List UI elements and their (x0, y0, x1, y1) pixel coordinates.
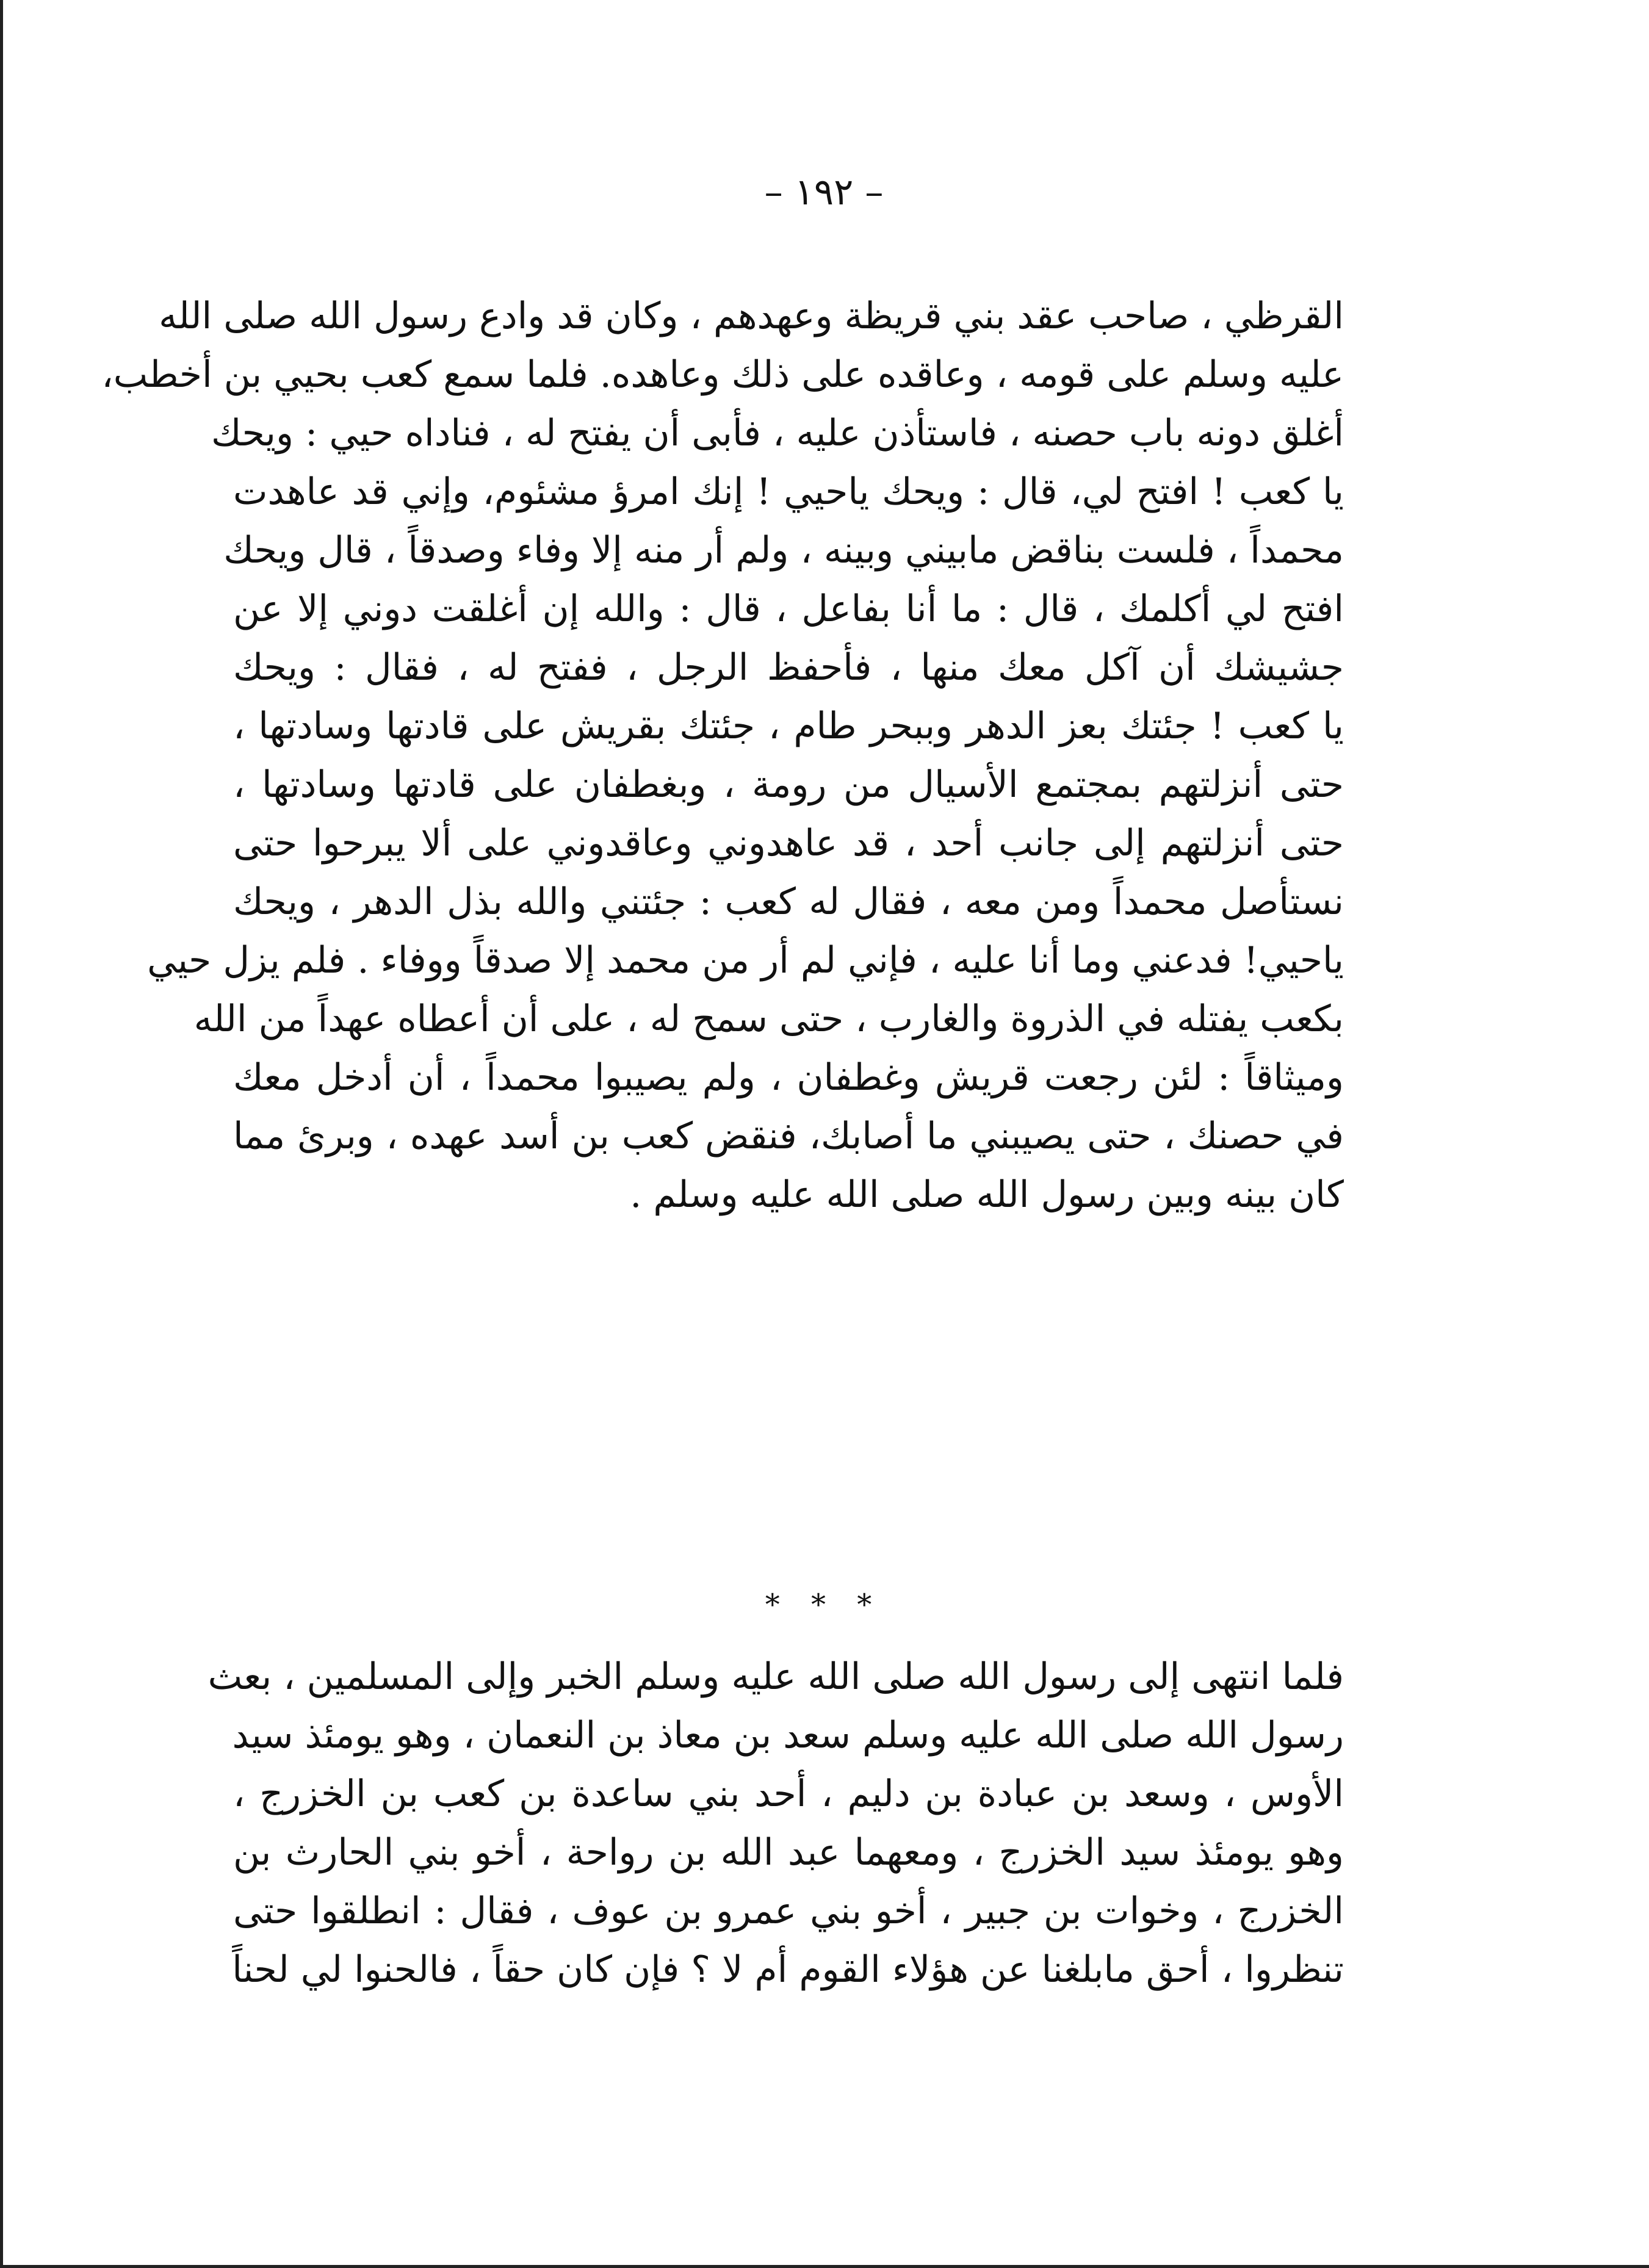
text-line: يا كعب ! افتح لي، قال : ويحك ياحيي ! إنك امرؤ مشئوم، وإني قد عاهدت (233, 470, 1344, 513)
text-line: الأوس ، وسعد بن عبادة بن دليم ، أحد بني ساعدة بن كعب بن الخزرج ، (233, 1773, 1344, 1815)
text-line: الخزرج ، وخوات بن جبير ، أخو بني عمرو بن عوف ، فقال : انطلقوا حتى (233, 1890, 1344, 1932)
text-line: أغلق دونه باب حصنه ، فاستأذن عليه ، فأبى أن يفتح له ، فناداه حيي : ويحك (211, 412, 1344, 455)
text-line: القرظي ، صاحب عقد بني قريظة وعهدهم ، وكان قد وادع رسول الله صلى الله (159, 295, 1344, 337)
text-line: يا كعب ! جئتك بعز الدهر وببحر طام ، جئتك بقريش على قادتها وسادتها ، (233, 705, 1344, 747)
text-line: جشيشك أن آكل معك منها ، فأحفظ الرجل ، ففتح له ، فقال : ويحك (233, 646, 1344, 689)
text-line: افتح لي أكلمك ، قال : ما أنا بفاعل ، قال : والله إن أغلقت دوني إلا عن (233, 588, 1344, 630)
scan-border-bottom (0, 2265, 1649, 2268)
text-line: محمداً ، فلست بناقض مابيني وبينه ، ولم أر منه إلا وفاء وصدقاً ، قال ويحك (223, 529, 1344, 572)
text-line: تنظروا ، أحق مابلغنا عن هؤلاء القوم أم لا ؟ فإن كان حقاً ، فالحنوا لي لحناً (232, 1948, 1344, 1991)
text-line: فلما انتهى إلى رسول الله صلى الله عليه وسلم الخبر وإلى المسلمين ، بعث (207, 1655, 1344, 1698)
section-separator: * * * (765, 1588, 883, 1622)
text-line: عليه وسلم على قومه ، وعاقده على ذلك وعاهده. فلما سمع كعب بحيي بن أخطب، (101, 353, 1344, 396)
text-line: رسول الله صلى الله عليه وسلم سعد بن معاذ بن النعمان ، وهو يومئذ سيد (232, 1714, 1344, 1757)
text-line: حتى أنزلتهم بمجتمع الأسيال من رومة ، وبغطفان على قادتها وسادتها ، (233, 763, 1344, 806)
page-number: – ١٩٢ – (764, 171, 884, 214)
paragraph-2 (207, 1647, 1344, 1999)
text-line: في حصنك ، حتى يصيبني ما أصابك، فنقض كعب بن أسد عهده ، وبرئ مما (233, 1115, 1344, 1157)
text-line: بكعب يفتله في الذروة والغارب ، حتى سمح له ، على أن أعطاه عهداً من الله (193, 998, 1344, 1040)
paragraph-1 (101, 287, 1344, 1224)
text-line: كان بينه وبين رسول الله صلى الله عليه وسلم . (630, 1173, 1344, 1216)
text-line: ياحيي! فدعني وما أنا عليه ، فإني لم أر من محمد إلا صدقاً ووفاء . فلم يزل حيي (147, 939, 1344, 982)
text-line: حتى أنزلتهم إلى جانب أحد ، قد عاهدوني وعاقدوني على ألا يبرحوا حتى (233, 822, 1344, 865)
text-line: وهو يومئذ سيد الخزرج ، ومعهما عبد الله بن رواحة ، أخو بني الحارث بن (233, 1831, 1344, 1874)
scan-border-left (0, 0, 3, 2268)
text-line: نستأصل محمداً ومن معه ، فقال له كعب : جئتني والله بذل الدهر ، ويحك (233, 880, 1344, 923)
text-line: وميثاقاً : لئن رجعت قريش وغطفان ، ولم يصيبوا محمداً ، أن أدخل معك (233, 1056, 1344, 1099)
